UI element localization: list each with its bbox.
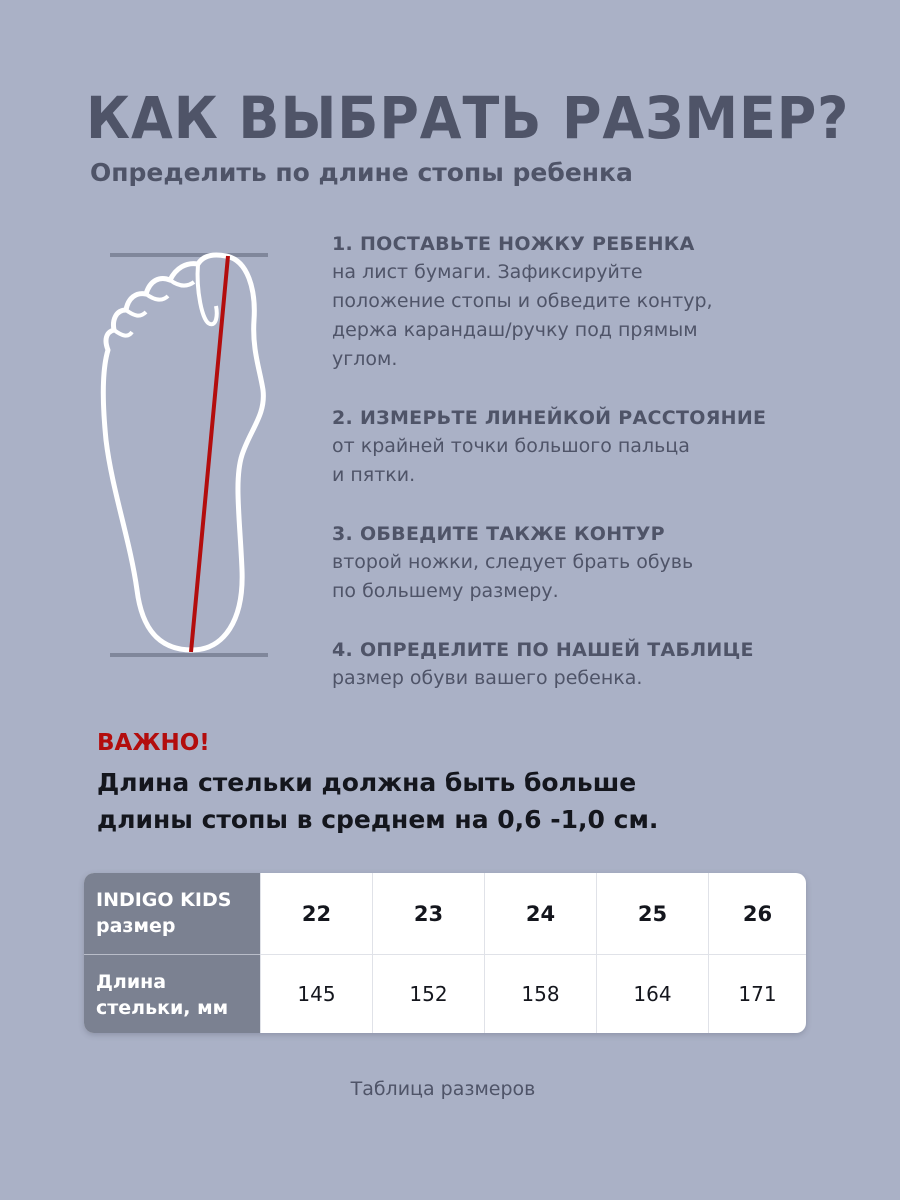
size-row-header	[84, 873, 260, 954]
step-1	[332, 230, 802, 374]
size-header-brand: INDIGO KIDS	[96, 889, 232, 911]
step-4	[332, 636, 802, 693]
size-cell: 24	[484, 873, 596, 954]
size-cell: 25	[596, 873, 708, 954]
size-table	[84, 873, 806, 1033]
step-title: 4. ОПРЕДЕЛИТЕ ПО НАШЕЙ ТАБЛИЦЕ	[332, 639, 754, 661]
page-subtitle: Определить по длине стопы ребенка	[90, 158, 633, 187]
step-line: и пятки.	[332, 464, 416, 486]
length-header-line: стельки, мм	[96, 997, 229, 1019]
step-line: положение стопы и обведите контур,	[332, 290, 713, 312]
step-line: на лист бумаги. Зафиксируйте	[332, 261, 643, 283]
length-cell: 164	[596, 954, 708, 1033]
important-line: длины стопы в среднем на 0,6 -1,0 см.	[97, 805, 659, 834]
length-header-line: Длина	[96, 971, 167, 993]
step-2	[332, 404, 802, 490]
length-cell: 152	[372, 954, 484, 1033]
length-cell: 145	[260, 954, 372, 1033]
step-line: второй ножки, следует брать обувь	[332, 551, 694, 573]
page-title: КАК ВЫБРАТЬ РАЗМЕР?	[86, 84, 850, 152]
step-line: по большему размеру.	[332, 580, 559, 602]
step-title: 1. ПОСТАВЬТЕ НОЖКУ РЕБЕНКА	[332, 233, 695, 255]
important-line: Длина стельки должна быть больше	[97, 768, 637, 797]
length-cell: 171	[708, 954, 806, 1033]
size-header-label: размер	[96, 915, 176, 937]
step-title: 3. ОБВЕДИТЕ ТАКЖЕ КОНТУР	[332, 523, 665, 545]
measure-line-icon	[100, 240, 280, 670]
size-cell: 22	[260, 873, 372, 954]
table-caption: Таблица размеров	[350, 1078, 536, 1100]
foot-illustration	[100, 240, 280, 670]
size-cell: 26	[708, 873, 806, 954]
step-line: углом.	[332, 348, 398, 370]
size-cell: 23	[372, 873, 484, 954]
length-cell: 158	[484, 954, 596, 1033]
step-title: 2. ИЗМЕРЬТЕ ЛИНЕЙКОЙ РАССТОЯНИЕ	[332, 407, 767, 429]
step-3	[332, 520, 802, 606]
step-line: держа карандаш/ручку под прямым	[332, 319, 698, 341]
step-line: от крайней точки большого пальца	[332, 435, 690, 457]
important-label: ВАЖНО!	[97, 730, 210, 756]
step-line: размер обуви вашего ребенка.	[332, 667, 643, 689]
length-row-header	[84, 954, 260, 1033]
instruction-steps	[332, 230, 802, 723]
important-note	[97, 764, 717, 838]
